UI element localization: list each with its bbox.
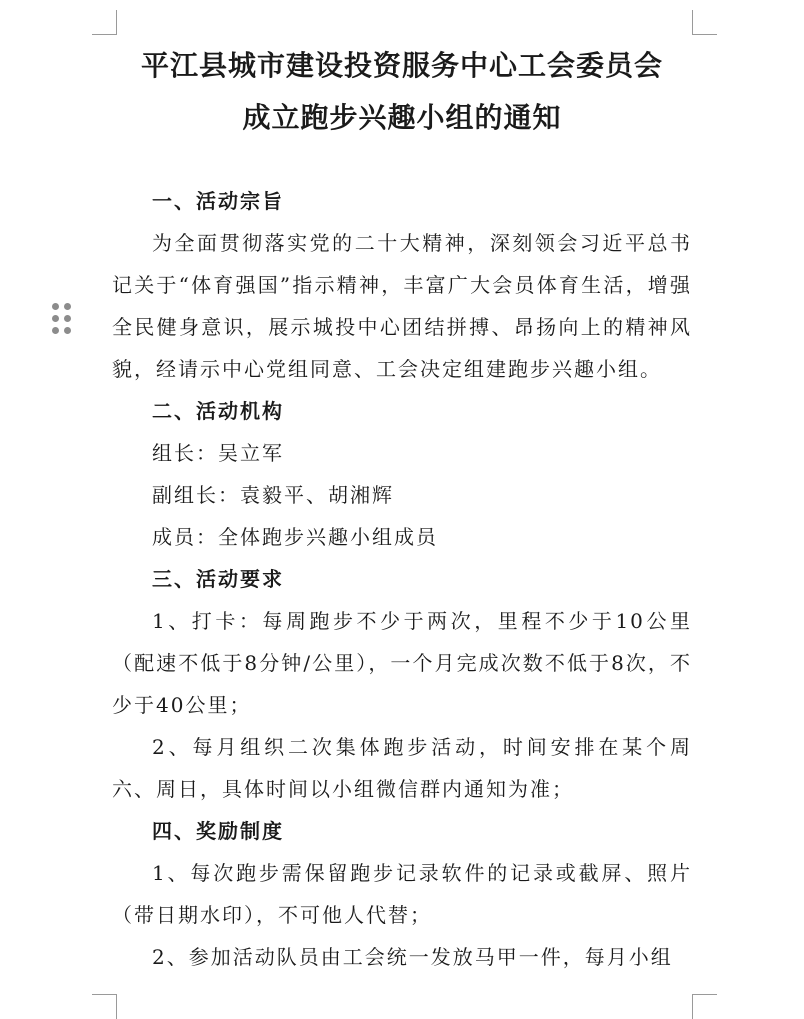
paragraph-purpose: 为全面贯彻落实党的二十大精神，深刻领会习近平总书记关于“体育强国”指示精神，丰富广大会员体育生活，增强全民健身意识，展示城投中心团结拼搏、昂扬向上的精神风貌，经请示中心党组同意、工会决定组建跑步兴趣小组。: [112, 231, 692, 381]
paragraph-reward-2: 2、参加活动队员由工会统一发放马甲一件，每月小组: [152, 945, 673, 969]
section-heading-rewards: 四、奖励制度: [152, 819, 284, 843]
paragraph-reward-1: 1、每次跑步需保留跑步记录软件的记录或截屏、照片（带日期水印），不可他人代替；: [112, 861, 692, 927]
page-corner-mark: [92, 994, 117, 1019]
paragraph-org-members: 成员：全体跑步兴趣小组成员: [152, 525, 438, 549]
page-corner-mark: [692, 10, 717, 35]
section-heading-requirements: 三、活动要求: [152, 567, 284, 591]
document-title-line-2: 成立跑步兴趣小组的通知: [242, 101, 562, 134]
paragraph-requirement-2: 2、每月组织二次集体跑步活动，时间安排在某个周六、周日，具体时间以小组微信群内通知为准；: [112, 735, 692, 801]
paragraph-requirement-1: 1、打卡：每周跑步不少于两次，里程不少于10公里（配速不低于8分钟/公里），一个月完成次数不低于8次，不少于40公里；: [112, 609, 692, 717]
drag-handle-icon[interactable]: [52, 303, 72, 337]
section-heading-purpose: 一、活动宗旨: [152, 189, 284, 213]
section-heading-organization: 二、活动机构: [152, 399, 284, 423]
page-corner-mark: [692, 994, 717, 1019]
document-title-line-1: 平江县城市建设投资服务中心工会委员会: [140, 49, 663, 82]
paragraph-org-leader: 组长：吴立军: [152, 441, 284, 465]
page-corner-mark: [92, 10, 117, 35]
paragraph-org-deputy: 副组长：袁毅平、胡湘辉: [152, 483, 394, 507]
